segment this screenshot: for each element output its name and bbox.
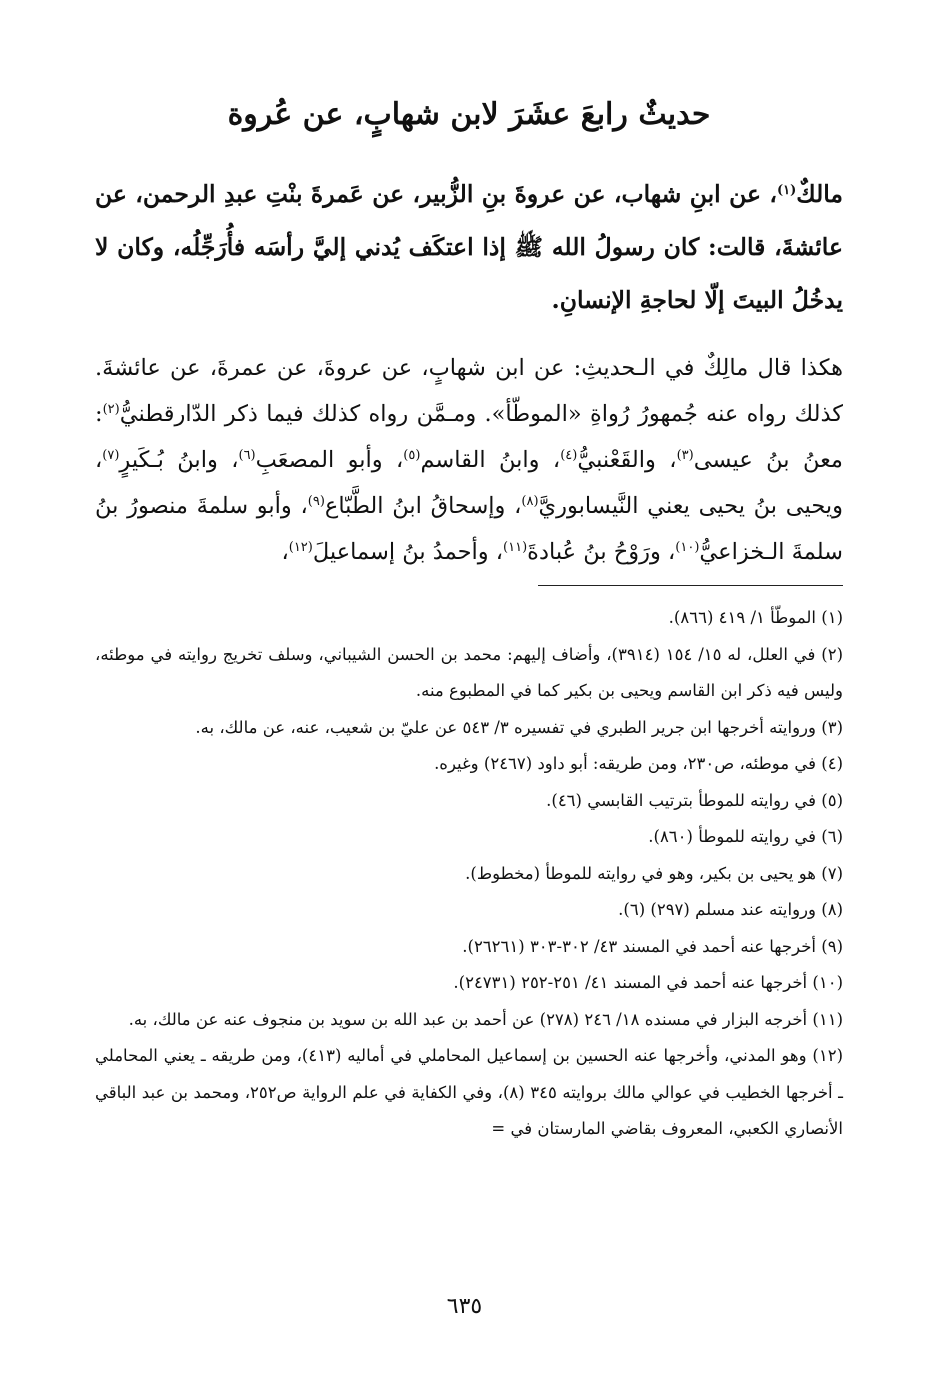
footnote-text: أخرجه البزار في مسنده ١٨/ ٢٤٦ (٢٧٨) عن أحمد بن عبد الله بن سويد بن منجوف عنه عن مالك، به.: [128, 1009, 808, 1029]
commentary-text: ، وأبو سلمةَ منصورُ بنُ سلمةَ الـخزاعيُّ: [95, 493, 843, 565]
footnote-number: (١٠): [812, 973, 843, 992]
footnote-ref-11[interactable]: (١١): [503, 540, 528, 556]
footnote-ref-1[interactable]: (١): [776, 183, 797, 199]
footnote-ref-9[interactable]: (٩): [307, 494, 325, 510]
footnote-item: [95, 783, 843, 820]
footnote-item: [95, 637, 843, 710]
footnote-text: في روايته للموطأ (٨٦٠).: [648, 827, 816, 846]
footnote-number: (٧): [821, 863, 843, 883]
footnote-text: الموطّأ ١/ ٤١٩ (٨٦٦).: [668, 608, 816, 627]
footnote-ref-10[interactable]: (١٠): [675, 540, 700, 556]
footnote-text: أخرجها عنه أحمد في المسند ٤٣/ ٣٠٢-٣٠٣ (٢٦٢٦١).: [462, 936, 816, 956]
footnote-ref-8[interactable]: (٨): [521, 494, 539, 510]
footnote-text: في العلل، له ١٥/ ١٥٤ (٣٩١٤)، وأضاف إليهم: محمد بن الحسن الشيباني، وسلف تخريج روايته في موطئه، وليس فيه ذكر ابن القاسم ويحيى بن بكير كما في المطبوع منه.: [95, 644, 843, 700]
footnote-text: في موطئه، ص٢٣٠، ومن طريقه: أبو داود (٢٤٦٧) وغيره.: [434, 754, 816, 773]
footnote-number: (١٢): [812, 1046, 844, 1065]
page-body: [95, 95, 843, 1148]
footnote-item: [95, 819, 843, 856]
footnote-item: [95, 1038, 843, 1148]
commentary-paragraph: [95, 345, 843, 575]
footnote-item: [95, 710, 843, 747]
footnote-text: وهو المدني، وأخرجها عنه الحسين بن إسماعيل المحاملي في أماليه (٤١٣)، ومن طريقه ـ يعني المحاملي ـ أخرجها الخطيب في عوالي مالك بروايته ٣٤٥ (٨)، وفي الكفاية في علم الرواية ص٢٥٢، ومحمد بن عبد الباقي الأنصاري الكعبي، المعروف بقاضي المارستان في =: [95, 1046, 844, 1138]
footnote-divider: [538, 585, 843, 586]
hadith-matn: ، عن ابنِ شهاب، عن عروةَ بنِ الزُّبير، عن عَمرةَ بنْتِ عبدِ الرحمن، عن عائشةَ، قالت: كان رسولُ الله ﷺ إذا اعتكَف يُدني إليَّ رأسَه فأُرَجِّلُه، وكان لا يدخُلُ البيتَ إلّا لحاجةِ الإنسانِ.: [95, 180, 843, 314]
footnote-number: (٦): [821, 827, 843, 846]
hadith-text: [95, 168, 843, 327]
footnote-item: [95, 929, 843, 966]
footnote-item: [95, 600, 843, 637]
hadith-narrator: مالكٌ: [796, 180, 843, 208]
commentary-text: : معنُ بنُ عيسى: [95, 401, 843, 473]
footnote-number: (٨): [821, 900, 843, 919]
footnote-ref-2[interactable]: (٢): [102, 402, 120, 418]
footnote-ref-7[interactable]: (٧): [102, 448, 120, 464]
footnote-ref-3[interactable]: (٣): [676, 448, 694, 464]
footnote-item: [95, 856, 843, 893]
commentary-text: ، وأحمدُ بنُ إسماعيلَ: [312, 539, 504, 565]
commentary-text: ، ويحيى بنُ يحيى يعني النَّيسابوريَّ: [95, 447, 843, 519]
commentary-text: ، والقَعْنبيُّ: [577, 447, 677, 473]
commentary-text: ، وابنُ القاسم: [420, 447, 561, 473]
chapter-title: حديثٌ رابعَ عشَرَ لابن شهابٍ، عن عُروة: [227, 97, 711, 132]
footnote-item: [95, 1002, 843, 1039]
commentary-text: ، وابنُ بُـكَيرٍ: [119, 447, 239, 473]
footnotes-list: [95, 600, 843, 1148]
footnote-ref-4[interactable]: (٤): [560, 448, 578, 464]
footnote-ref-5[interactable]: (٥): [403, 448, 421, 464]
footnote-number: (٤): [821, 754, 843, 773]
commentary-text: ،: [281, 539, 289, 565]
commentary-text: ، ورَوْحُ بنُ عُبادةَ: [527, 539, 676, 565]
footnote-text: في روايته للموطأ بترتيب القابسي (٤٦).: [546, 790, 816, 810]
page-number: ٦٣٥: [446, 1294, 483, 1319]
footnote-ref-12[interactable]: (١٢): [288, 540, 313, 556]
footnote-number: (١): [821, 608, 843, 627]
commentary-text: ، وإسحاقُ ابنُ الطَّبّاع: [324, 493, 522, 519]
footnote-item: [95, 892, 843, 929]
commentary-text: هكذا قال مالِكٌ في الـحديثِ: عن ابن شهابٍ، عن عروةَ، عن عمرةَ، عن عائشةَ. كذلك رواه عنه جُمهورُ رُواةِ «الموطّأ». ومـمَّن رواه كذلك فيما ذكر الدّارقطنيُّ: [95, 355, 843, 427]
footnote-number: (٢): [821, 644, 843, 664]
footnote-number: (٩): [821, 936, 843, 956]
footnote-ref-6[interactable]: (٦): [238, 448, 256, 464]
footnote-text: وروايته أخرجها ابن جرير الطبري في تفسيره ٣/ ٥٤٣ عن عليّ بن شعيب، عنه، عن مالك، به.: [195, 717, 816, 737]
footnote-text: هو يحيى بن بكير، وهو في روايته للموطأ (مخطوط).: [465, 863, 816, 883]
footnote-number: (٥): [821, 790, 843, 810]
commentary-text: ، وأبو المصعَبِ: [255, 447, 404, 473]
footnote-text: وروايته عند مسلم (٢٩٧) (٦).: [618, 900, 816, 919]
footnote-item: [95, 965, 843, 1002]
footnote-item: [95, 746, 843, 783]
footnote-text: أخرجها عنه أحمد في المسند ٤١/ ٢٥١-٢٥٢ (٢٤٧٣١).: [453, 973, 808, 992]
footnote-number: (١١): [812, 1009, 843, 1029]
footnote-number: (٣): [821, 717, 843, 737]
